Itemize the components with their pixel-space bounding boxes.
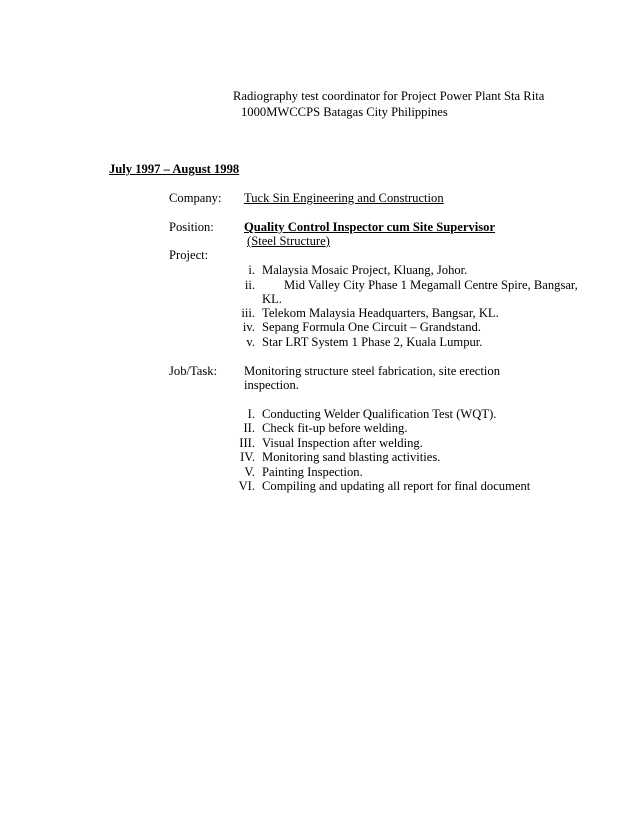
company-label: Company: xyxy=(169,191,222,205)
project-item-text: Malaysia Mosaic Project, Kluang, Johor. xyxy=(262,263,468,277)
position-title: Quality Control Inspector cum Site Supervisor xyxy=(244,220,496,234)
project-item-text: Mid Valley City Phase 1 Megamall Centre Spire, Bangsar, xyxy=(284,278,578,292)
project-label: Project: xyxy=(169,248,209,262)
project-item-number: ii. xyxy=(244,278,255,292)
task-number: II. xyxy=(243,421,255,435)
project-item-number: v. xyxy=(246,335,255,349)
task-text: Visual Inspection after welding. xyxy=(262,436,423,450)
task-text: Conducting Welder Qualification Test (WQT). xyxy=(262,407,497,421)
project-item-text: Star LRT System 1 Phase 2, Kuala Lumpur. xyxy=(262,335,483,349)
task-text: Compiling and updating all report for final document xyxy=(262,479,531,493)
job-description-line-1: Monitoring structure steel fabrication, site erection xyxy=(244,364,500,378)
project-item-number: iv. xyxy=(242,320,255,334)
intro-line-1: Radiography test coordinator for Project Power Plant Sta Rita xyxy=(233,89,545,103)
task-number: I. xyxy=(247,407,255,421)
job-description-line-2: inspection. xyxy=(244,378,299,392)
employment-period: July 1997 – August 1998 xyxy=(109,162,240,176)
intro-line-2: 1000MWCCPS Batagas City Philippines xyxy=(241,105,448,119)
task-number: III. xyxy=(239,436,255,450)
project-item-number: iii. xyxy=(241,306,255,320)
project-item-number: i. xyxy=(248,263,255,277)
task-text: Monitoring sand blasting activities. xyxy=(262,450,441,464)
project-item-continuation: KL. xyxy=(262,292,282,306)
task-number: V. xyxy=(244,465,255,479)
position-subtitle: (Steel Structure) xyxy=(247,234,330,248)
project-item-text: Telekom Malaysia Headquarters, Bangsar, KL. xyxy=(262,306,499,320)
task-number: IV. xyxy=(240,450,255,464)
company-name: Tuck Sin Engineering and Construction xyxy=(244,191,444,205)
task-text: Painting Inspection. xyxy=(262,465,363,479)
task-text: Check fit-up before welding. xyxy=(262,421,408,435)
job-label: Job/Task: xyxy=(169,364,218,378)
project-item-text: Sepang Formula One Circuit – Grandstand. xyxy=(262,320,481,334)
position-label: Position: xyxy=(169,220,214,234)
task-number: VI. xyxy=(238,479,255,493)
